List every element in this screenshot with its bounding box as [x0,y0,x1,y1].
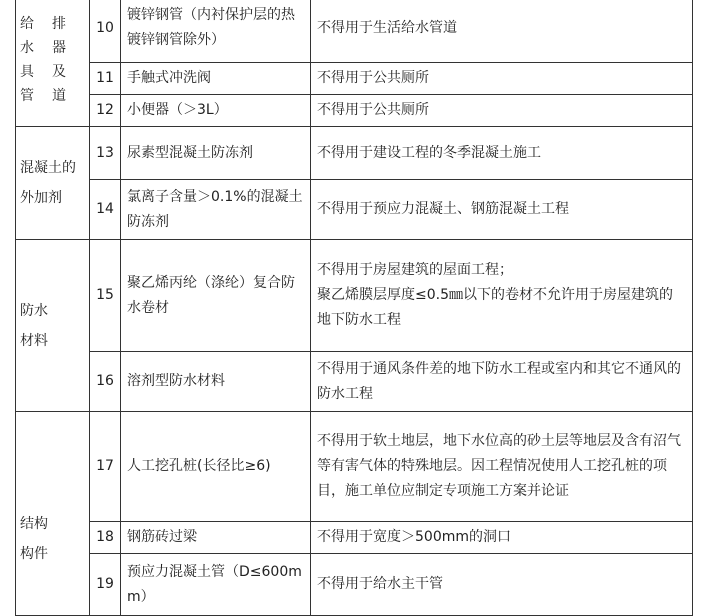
table-body [16,0,693,616]
restriction-text: 不得用于公共厕所 [311,95,693,127]
category-cell [16,412,90,616]
table-row [16,412,693,522]
restriction-text: 不得用于软土地层，地下水位高的砂土层等地层及含有沼气等有害气体的特殊地层。因工程情况使用人工挖孔桩的项目，施工单位应制定专项施工方案并论证 [311,412,693,522]
row-number: 19 [90,554,121,616]
restricted-materials-table [15,0,693,616]
material-name: 尿素型混凝土防冻剂 [121,127,311,180]
table-row [16,180,693,240]
restriction-text: 不得用于房屋建筑的屋面工程； 聚乙烯膜层厚度≤0.5㎜以下的卷材不允许用于房屋建筑的地下防水工程 [311,240,693,352]
table-row [16,522,693,554]
material-name: 预应力混凝土管（D≤600mm） [121,554,311,616]
restriction-text: 不得用于预应力混凝土、钢筋混凝土工程 [311,180,693,240]
restriction-text: 不得用于生活给水管道 [311,0,693,63]
category-cell [16,240,90,412]
material-name: 钢筋砖过梁 [121,522,311,554]
restriction-text: 不得用于给水主干管 [311,554,693,616]
row-number: 17 [90,412,121,522]
material-name: 手触式冲洗阀 [121,63,311,95]
row-number: 14 [90,180,121,240]
material-name: 聚乙烯丙纶（涤纶）复合防水卷材 [121,240,311,352]
row-number: 13 [90,127,121,180]
table-row [16,352,693,412]
table-row [16,240,693,352]
category-label: 混凝土的外加剂 [20,160,76,206]
material-name: 镀锌钢管（内衬保护层的热镀锌钢管除外） [121,0,311,63]
restriction-text: 不得用于建设工程的冬季混凝土施工 [311,127,693,180]
restriction-text: 不得用于通风条件差的地下防水工程或室内和其它不通风的防水工程 [311,352,693,412]
material-name: 小便器（＞3L） [121,95,311,127]
category-label: 给排水器具及管道 [20,16,72,104]
table-row [16,63,693,95]
row-number: 18 [90,522,121,554]
category-cell [16,0,90,127]
restriction-text: 不得用于公共厕所 [311,63,693,95]
row-number: 11 [90,63,121,95]
row-number: 12 [90,95,121,127]
table-row [16,554,693,616]
category-cell [16,127,90,240]
table-row [16,127,693,180]
table-row [16,0,693,63]
row-number: 15 [90,240,121,352]
row-number: 10 [90,0,121,63]
material-name: 人工挖孔桩(长径比≥6) [121,412,311,522]
material-name: 氯离子含量＞0.1%的混凝土防冻剂 [121,180,311,240]
restriction-text: 不得用于宽度＞500mm的洞口 [311,522,693,554]
row-number: 16 [90,352,121,412]
material-name: 溶剂型防水材料 [121,352,311,412]
category-label: 结构构件 [20,515,48,562]
table-row [16,95,693,127]
category-label: 防水材料 [20,302,48,349]
